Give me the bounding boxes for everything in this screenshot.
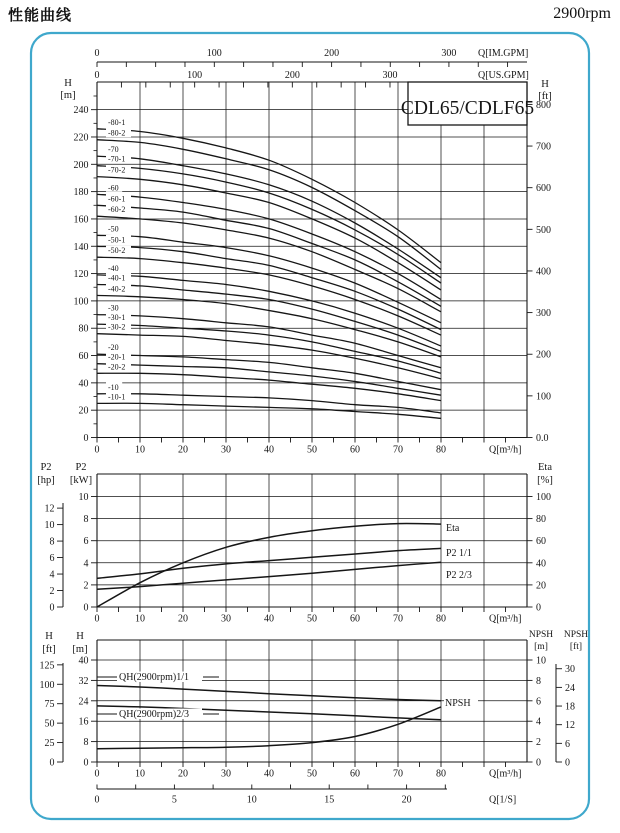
svg-text:60: 60	[350, 768, 360, 780]
svg-text:50: 50	[307, 768, 317, 780]
svg-text:P2 1/1: P2 1/1	[446, 548, 472, 559]
svg-text:2: 2	[49, 586, 55, 598]
svg-text:5: 5	[171, 794, 177, 806]
svg-text:-70: -70	[108, 145, 119, 155]
svg-text:0: 0	[83, 602, 89, 614]
svg-text:[m]: [m]	[534, 642, 548, 652]
svg-text:30: 30	[221, 444, 231, 456]
svg-text:8: 8	[49, 536, 55, 548]
svg-text:6: 6	[49, 553, 55, 565]
svg-text:0.0: 0.0	[536, 433, 549, 444]
svg-text:10: 10	[135, 613, 145, 625]
svg-text:-60: -60	[108, 183, 119, 193]
svg-text:0: 0	[536, 757, 541, 769]
svg-text:P2 2/3: P2 2/3	[446, 570, 472, 581]
svg-text:[kW]: [kW]	[69, 475, 93, 486]
svg-text:80: 80	[436, 613, 446, 625]
svg-text:-30-2: -30-2	[108, 322, 126, 332]
svg-text:NPSH: NPSH	[528, 630, 554, 640]
svg-text:300: 300	[382, 70, 398, 81]
svg-text:[ft]: [ft]	[569, 642, 583, 652]
svg-text:H: H	[541, 79, 549, 90]
svg-text:-50: -50	[108, 224, 119, 234]
svg-text:24: 24	[565, 682, 575, 694]
svg-text:40: 40	[78, 655, 89, 667]
svg-text:0: 0	[83, 757, 89, 769]
svg-text:-20-2: -20-2	[108, 362, 126, 372]
rpm-label: 2900rpm	[553, 5, 611, 22]
svg-text:40: 40	[536, 558, 546, 570]
svg-text:30: 30	[221, 613, 231, 625]
svg-text:-70-1: -70-1	[108, 154, 126, 164]
svg-text:100: 100	[39, 679, 55, 691]
middle-chart-power-eta	[37, 462, 553, 625]
svg-text:300: 300	[441, 48, 457, 59]
svg-text:120: 120	[73, 269, 89, 281]
svg-text:H: H	[45, 631, 53, 642]
svg-text:40: 40	[264, 768, 274, 780]
svg-text:0: 0	[94, 48, 100, 59]
bottom-chart-qh-npsh	[40, 630, 589, 806]
svg-text:0: 0	[94, 70, 100, 81]
svg-text:P2: P2	[40, 462, 52, 473]
svg-text:-60-1: -60-1	[108, 194, 126, 204]
svg-text:Eta: Eta	[446, 523, 460, 534]
svg-text:-40: -40	[108, 263, 119, 273]
svg-text:Q[m³/h]: Q[m³/h]	[489, 613, 522, 625]
svg-text:-20: -20	[108, 343, 119, 353]
page-title: 性能曲线	[8, 6, 73, 24]
svg-text:QH(2900rpm)1/1: QH(2900rpm)1/1	[119, 672, 189, 683]
svg-text:-80-2: -80-2	[108, 128, 126, 138]
svg-text:100: 100	[536, 391, 551, 403]
svg-text:60: 60	[78, 351, 89, 363]
svg-text:4: 4	[49, 569, 55, 581]
svg-text:80: 80	[78, 323, 89, 335]
svg-text:[%]: [%]	[537, 475, 553, 486]
svg-text:75: 75	[44, 699, 55, 711]
svg-text:-50-1: -50-1	[108, 235, 126, 245]
svg-text:-20-1: -20-1	[108, 352, 126, 362]
svg-text:Q[m³/h]: Q[m³/h]	[489, 444, 522, 456]
svg-text:Eta: Eta	[538, 462, 552, 473]
svg-text:80: 80	[536, 514, 546, 526]
svg-text:240: 240	[73, 105, 89, 117]
svg-text:-30: -30	[108, 303, 119, 313]
svg-text:16: 16	[78, 716, 89, 728]
svg-text:P2: P2	[75, 462, 87, 473]
svg-text:125: 125	[39, 660, 55, 672]
svg-text:80: 80	[436, 768, 446, 780]
svg-text:25: 25	[44, 738, 55, 750]
svg-text:40: 40	[264, 613, 274, 625]
svg-text:500: 500	[536, 224, 551, 236]
svg-text:200: 200	[73, 159, 89, 171]
svg-text:30: 30	[565, 664, 575, 676]
svg-text:40: 40	[78, 378, 89, 390]
svg-text:[hp]: [hp]	[37, 475, 55, 486]
svg-text:10: 10	[135, 768, 145, 780]
svg-text:[m]: [m]	[60, 90, 76, 101]
svg-text:220: 220	[73, 132, 89, 144]
svg-text:[m]: [m]	[72, 644, 88, 655]
svg-text:-10-1: -10-1	[108, 392, 126, 402]
svg-text:180: 180	[73, 187, 89, 199]
svg-text:20: 20	[401, 794, 412, 806]
svg-text:10: 10	[536, 655, 546, 667]
svg-text:0: 0	[94, 613, 100, 625]
svg-text:100: 100	[536, 492, 551, 503]
svg-text:200: 200	[536, 349, 551, 361]
svg-text:60: 60	[350, 613, 360, 625]
svg-text:200: 200	[324, 48, 340, 59]
svg-text:6: 6	[83, 536, 89, 548]
svg-text:20: 20	[178, 768, 188, 780]
top-chart-qh-family	[60, 48, 551, 456]
svg-text:-70-2: -70-2	[108, 165, 126, 175]
svg-text:32: 32	[78, 675, 89, 687]
svg-text:100: 100	[187, 70, 203, 81]
svg-text:20: 20	[178, 613, 188, 625]
svg-text:20: 20	[178, 444, 188, 456]
svg-text:NPSH: NPSH	[563, 630, 589, 640]
svg-text:10: 10	[135, 444, 145, 456]
svg-text:0: 0	[49, 757, 55, 769]
svg-text:4: 4	[83, 558, 89, 570]
svg-text:100: 100	[73, 296, 89, 308]
svg-text:Q[US.GPM]: Q[US.GPM]	[478, 70, 529, 81]
svg-text:-30-1: -30-1	[108, 313, 126, 323]
svg-text:2: 2	[83, 580, 89, 592]
svg-text:QH(2900rpm)2/3: QH(2900rpm)2/3	[119, 709, 189, 720]
svg-text:100: 100	[206, 48, 222, 59]
svg-text:140: 140	[73, 241, 89, 253]
svg-text:80: 80	[436, 444, 446, 456]
svg-text:2: 2	[536, 737, 541, 749]
svg-text:10: 10	[78, 492, 89, 503]
svg-text:18: 18	[565, 701, 575, 713]
svg-text:0: 0	[94, 794, 100, 806]
svg-text:70: 70	[393, 613, 403, 625]
svg-text:0: 0	[83, 433, 89, 444]
svg-text:300: 300	[536, 308, 551, 320]
model-label: CDL65/CDLF65	[400, 98, 535, 119]
svg-text:40: 40	[264, 444, 274, 456]
svg-text:24: 24	[78, 696, 89, 708]
svg-text:H: H	[76, 631, 84, 642]
svg-text:0: 0	[565, 757, 570, 769]
svg-text:30: 30	[221, 768, 231, 780]
svg-text:800: 800	[536, 99, 551, 111]
svg-text:60: 60	[350, 444, 360, 456]
svg-text:4: 4	[536, 716, 541, 728]
svg-text:[ft]: [ft]	[42, 644, 56, 655]
svg-text:-60-2: -60-2	[108, 205, 126, 215]
svg-text:-10: -10	[108, 382, 119, 392]
svg-text:H: H	[64, 78, 72, 89]
svg-text:0: 0	[94, 768, 100, 780]
svg-text:50: 50	[307, 613, 317, 625]
svg-text:8: 8	[83, 514, 89, 526]
svg-text:10: 10	[44, 520, 55, 532]
svg-text:Q[1/S]: Q[1/S]	[489, 794, 517, 806]
svg-text:70: 70	[393, 444, 403, 456]
svg-text:8: 8	[536, 675, 541, 687]
svg-text:0: 0	[536, 602, 541, 614]
svg-text:-40-2: -40-2	[108, 284, 126, 294]
svg-text:12: 12	[565, 720, 575, 732]
svg-text:Q[IM.GPM]: Q[IM.GPM]	[478, 48, 529, 59]
svg-text:8: 8	[83, 737, 89, 749]
svg-text:[ft]: [ft]	[538, 91, 552, 102]
svg-text:70: 70	[393, 768, 403, 780]
svg-text:0: 0	[94, 444, 100, 456]
svg-text:-80-1: -80-1	[108, 117, 126, 127]
svg-text:50: 50	[44, 718, 55, 730]
svg-text:NPSH: NPSH	[445, 698, 471, 709]
svg-text:0: 0	[49, 602, 55, 614]
svg-text:6: 6	[565, 738, 570, 750]
svg-text:20: 20	[78, 405, 89, 417]
svg-text:10: 10	[246, 794, 257, 806]
svg-text:-40-1: -40-1	[108, 273, 126, 283]
svg-text:400: 400	[536, 266, 551, 278]
svg-text:6: 6	[536, 696, 541, 708]
svg-text:600: 600	[536, 183, 551, 195]
svg-text:15: 15	[324, 794, 335, 806]
svg-text:12: 12	[44, 503, 55, 515]
page-header	[0, 0, 620, 30]
svg-text:700: 700	[536, 141, 551, 153]
svg-text:50: 50	[307, 444, 317, 456]
svg-text:60: 60	[536, 536, 546, 548]
svg-text:Q[m³/h]: Q[m³/h]	[489, 768, 522, 780]
svg-text:20: 20	[536, 580, 546, 592]
svg-text:200: 200	[284, 70, 300, 81]
svg-text:-50-2: -50-2	[108, 246, 126, 256]
svg-text:160: 160	[73, 214, 89, 226]
